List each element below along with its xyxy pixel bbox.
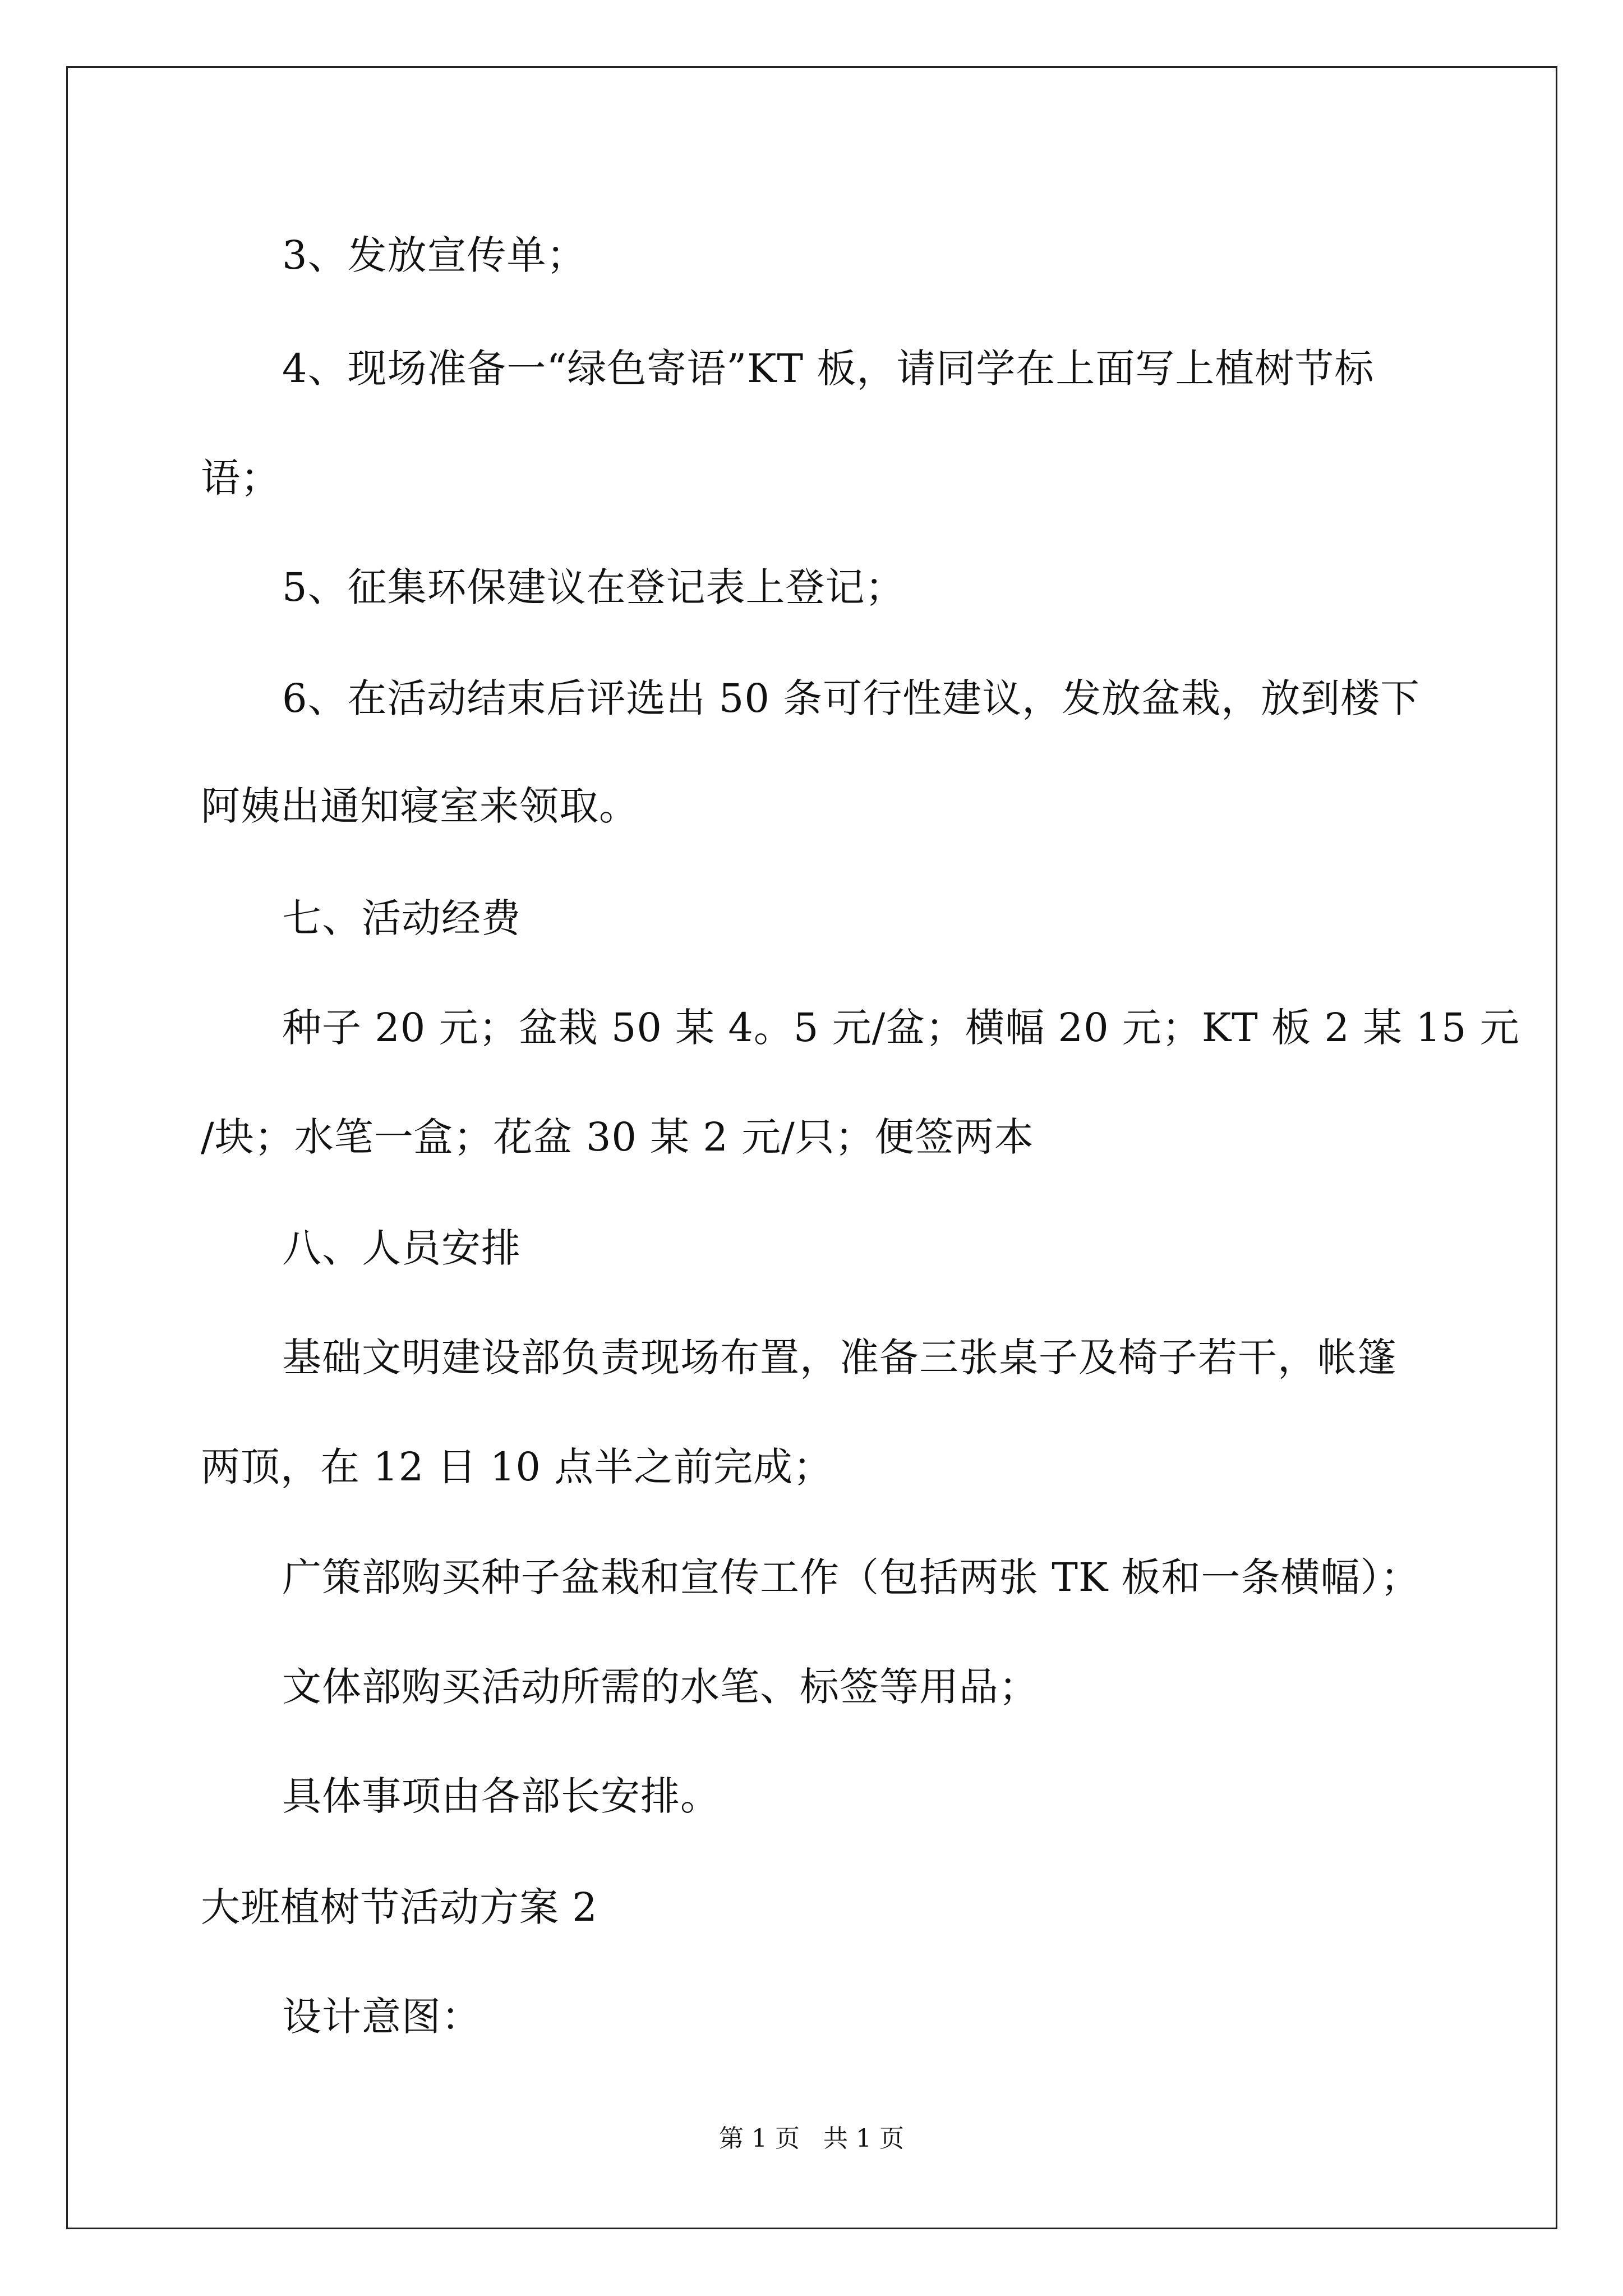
- text-line: 具体事项由各部长安排。: [282, 1773, 720, 1819]
- text-line: /块；水笔一盒；花盆 30 某 2 元/只；便签两本: [201, 1114, 1034, 1160]
- text-line: 阿姨出通知寝室来领取。: [201, 783, 639, 829]
- text-line: 广策部购买种子盆栽和宣传工作（包括两张 TK 板和一条横幅）；: [282, 1554, 1421, 1600]
- text-line: 4、现场准备一“绿色寄语”KT 板，请同学在上面写上植树节标: [282, 346, 1375, 392]
- section-heading: 设计意图：: [282, 1994, 481, 2040]
- text-line: 6、在活动结束后评选出 50 条可行性建议，发放盆栽，放到楼下: [282, 675, 1421, 721]
- text-line: 基础文明建设部负责现场布置，准备三张桌子及椅子若干，帐篷: [282, 1335, 1397, 1381]
- text-line: 文体部购买活动所需的水笔、标签等用品；: [282, 1664, 1039, 1710]
- section-heading: 八、人员安排: [282, 1225, 521, 1271]
- text-line: 3、发放宣传单；: [282, 232, 587, 278]
- text-line: 语；: [201, 455, 280, 501]
- text-line: 种子 20 元；盆栽 50 某 4。5 元/盆；横幅 20 元；KT 板 2 某 15 元: [282, 1005, 1520, 1051]
- section-heading: 七、活动经费: [282, 895, 521, 941]
- page-number-footer: 第 1 页 共 1 页: [719, 2124, 904, 2153]
- text-line: 5、征集环保建议在登记表上登记；: [282, 564, 905, 610]
- document-title: 大班植树节活动方案 2: [201, 1884, 598, 1930]
- text-line: 两顶，在 12 日 10 点半之前完成；: [201, 1444, 833, 1490]
